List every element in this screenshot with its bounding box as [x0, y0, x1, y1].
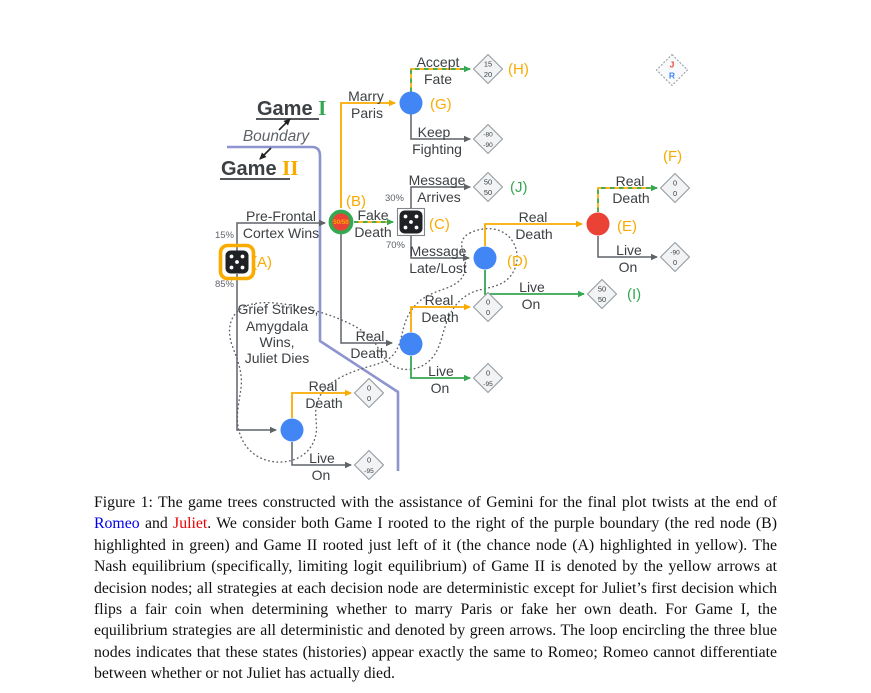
- edge-e-real-death-label-0: Real: [615, 173, 645, 189]
- decision-node-bottom-circle: [281, 419, 304, 442]
- decision-node-d-letter-label: (D): [507, 253, 528, 270]
- figure-caption: [94, 492, 777, 685]
- chance-node-a-pip-4: [241, 266, 245, 270]
- chance-node-c-pip-1: [415, 215, 419, 219]
- edge-a-to-bottom-label-3: Juliet Dies: [244, 350, 310, 366]
- edge-b-marry-paris-label-1: Paris: [351, 105, 383, 121]
- decision-node-g: [400, 92, 452, 115]
- edge-c-message-arrives-label-0: Message: [408, 172, 466, 188]
- legend-romeo-initial: R: [668, 70, 676, 81]
- edge-g-accept-fate-label-1: Fate: [423, 71, 453, 87]
- edge-b-to-mid: [341, 234, 392, 361]
- payoff-bottom-real-death-romeo-payoff: 0: [366, 394, 372, 404]
- chance-node-c-letter-label: (C): [429, 216, 450, 233]
- payoff-message-arrives-romeo-payoff: 50: [483, 188, 493, 198]
- decision-node-g-circle: [400, 92, 423, 115]
- caption-text-1: Figure 1: The game trees constructed with the assistance of Gemini for the final plot twists at the end of: [94, 494, 777, 511]
- edge-b-to-mid-line: [341, 234, 392, 343]
- edge-c-message-late-lost-probability: 70%: [385, 240, 405, 251]
- edge-g-keep-fighting: [411, 114, 470, 157]
- edge-g-accept-fate-label-0: Accept: [416, 54, 460, 70]
- edge-b-fake-death-label-1: Death: [354, 224, 392, 240]
- payoff-accept-fate-letter-label: (H): [508, 61, 529, 78]
- game1-title-text: Game I: [257, 96, 327, 120]
- payoff-message-arrives: [474, 173, 528, 202]
- decision-node-e: [587, 213, 638, 236]
- edge-a-to-b-label-1: Cortex Wins: [242, 225, 320, 241]
- game1-title: [256, 96, 326, 120]
- payoff-accept-fate: [474, 55, 529, 84]
- edge-bottom-real-death-label-0: Real: [308, 378, 338, 394]
- payoff-mid-real-death-romeo-payoff: 0: [485, 308, 491, 318]
- edge-c-message-late-lost-label-1: Late/Lost: [409, 260, 467, 276]
- caption-text-3: . We consider both Game I rooted to the right of the purple boundary (the red node (B) highlighted in green) and Game II rooted just left of it (the chance node (A) highlighted in yellow). The Nash equilibrium (specifically, limiting logit equilibrium) of Game II is denoted by the yellow arrows at decision nodes; all strategies at each decision node are deterministic except for Juliet’s first decision which flips a fair coin when determining whether to marry Paris or fake her own death. For Game I, the equilibrium strategies are all deterministic and denoted by green arrows. The loop encircling the three blue nodes indicates that these states (histories) appear exactly the same to Romeo; Romeo cannot differentiate between whether or not Juliet has actually died.: [94, 515, 777, 683]
- edge-mid-live-on-label-0: Live: [428, 363, 454, 379]
- edge-c-message-arrives: [385, 172, 470, 209]
- edge-b-fake-death: [354, 207, 393, 240]
- payoff-mid-real-death: [474, 293, 503, 322]
- edge-g-accept-fate: [411, 54, 470, 92]
- edge-mid-real-death-label-1: Death: [421, 309, 459, 325]
- payoff-message-arrives-letter-label: (J): [510, 179, 528, 196]
- payoff-mid-live-on: [474, 364, 503, 393]
- edge-bottom-live-on: [292, 442, 351, 483]
- legend-juliet-initial: J: [669, 59, 675, 70]
- caption-text-2: and: [139, 515, 174, 533]
- payoff-bottom-live-on: [355, 451, 384, 480]
- payoff-e-live-on-juliet-payoff: -90: [670, 249, 680, 257]
- edge-d-live-on-label-0: Live: [519, 279, 545, 295]
- edge-e-live-on-label-0: Live: [616, 242, 642, 258]
- edge-c-message-late-lost: [386, 235, 469, 276]
- payoff-d-live-on-juliet-payoff: 50: [597, 284, 607, 294]
- chance-node-a-pip-0: [230, 255, 234, 259]
- decision-node-b-letter-label: (B): [346, 193, 366, 210]
- payoff-order-legend: [657, 55, 688, 86]
- decision-node-b-chance-odds: 50/50: [333, 219, 349, 227]
- payoff-d-live-on: [588, 280, 642, 309]
- edge-c-message-late-lost-label-0: Message: [409, 243, 467, 259]
- decision-node-e-letter-label: (E): [617, 218, 637, 235]
- edge-b-marry-paris: [341, 88, 395, 208]
- chance-node-a-pip-1: [241, 255, 245, 259]
- chance-node-a-pip-3: [230, 266, 234, 270]
- edge-a-to-bottom-probability: 85%: [214, 279, 234, 290]
- payoff-bottom-live-on-romeo-payoff: -95: [364, 468, 374, 476]
- edge-bottom-live-on-label-0: Live: [309, 450, 335, 466]
- payoff-e-real-death-juliet-payoff: 0: [672, 178, 678, 188]
- payoff-keep-fighting-juliet-payoff: -80: [483, 131, 493, 139]
- edge-g-keep-fighting-label-1: Fighting: [412, 141, 462, 157]
- chance-node-c-pip-3: [404, 226, 408, 230]
- payoff-d-live-on-letter-label: (I): [627, 286, 642, 303]
- payoff-e-live-on: [661, 243, 690, 272]
- payoff-mid-real-death-juliet-payoff: 0: [485, 297, 491, 307]
- edge-e-real-death: [598, 173, 657, 212]
- decision-node-bottom: [281, 419, 304, 442]
- edge-b-marry-paris-label-0: Marry: [348, 88, 384, 104]
- payoff-mid-live-on-romeo-payoff: -95: [483, 381, 493, 389]
- edge-c-message-arrives-label-1: Arrives: [417, 189, 461, 205]
- boundary-label: Boundary: [242, 128, 310, 145]
- chance-node-c-pip-0: [404, 215, 408, 219]
- decision-node-g-letter-label: (G): [430, 96, 452, 113]
- edge-bottom-real-death-label-1: Death: [305, 395, 343, 411]
- chance-node-a-pip-2: [235, 260, 239, 264]
- edge-e-real-death-label-1: Death: [612, 190, 650, 206]
- edge-b-fake-death-label-0: Fake: [357, 207, 389, 223]
- edge-mid-real-death-label-0: Real: [424, 292, 454, 308]
- payoff-accept-fate-juliet-payoff: 15: [483, 59, 493, 69]
- payoff-e-real-death: [661, 148, 690, 203]
- decision-node-mid: [400, 333, 423, 356]
- edge-c-message-arrives-probability: 30%: [384, 193, 404, 204]
- edge-a-to-bottom-label-0: Grief Strikes,: [237, 301, 319, 317]
- edge-e-live-on: [598, 236, 657, 275]
- edge-b-to-mid-label-0: Real: [355, 328, 385, 344]
- payoff-e-real-death-letter-label: (F): [663, 148, 683, 165]
- payoff-bottom-real-death: [355, 379, 384, 408]
- edge-mid-real-death: [411, 292, 470, 332]
- edge-a-to-b-probability: 15%: [214, 230, 234, 241]
- edge-b-to-mid-label-1: Death: [350, 345, 388, 361]
- payoff-keep-fighting: [474, 125, 503, 154]
- payoff-accept-fate-romeo-payoff: 20: [483, 70, 493, 80]
- decision-node-d-circle: [474, 247, 497, 270]
- decision-node-e-circle: [587, 213, 610, 236]
- chance-node-a: [221, 246, 273, 279]
- edge-bottom-live-on-label-1: On: [311, 467, 331, 483]
- edge-d-live-on-label-1: On: [521, 296, 541, 312]
- edge-mid-live-on-label-1: On: [430, 380, 450, 396]
- edge-g-keep-fighting-label-0: Keep: [417, 124, 451, 140]
- edge-a-to-bottom-label-1: Amygdala: [245, 318, 309, 334]
- payoff-bottom-real-death-juliet-payoff: 0: [366, 383, 372, 393]
- chance-node-a-letter-label: (A): [252, 254, 272, 271]
- payoff-bottom-live-on-juliet-payoff: 0: [366, 455, 372, 465]
- chance-node-c-pip-2: [409, 220, 413, 224]
- edge-d-real-death-label-1: Death: [515, 226, 553, 242]
- game2-title: [220, 156, 299, 180]
- payoff-e-real-death-romeo-payoff: 0: [672, 189, 678, 199]
- payoff-mid-live-on-juliet-payoff: 0: [485, 368, 491, 378]
- chance-node-c-pip-4: [415, 226, 419, 230]
- payoff-keep-fighting-romeo-payoff: -90: [483, 142, 493, 150]
- edge-a-to-b-label-0: Pre-Frontal: [245, 208, 317, 224]
- decision-node-d: [474, 247, 528, 271]
- edge-bottom-real-death: [292, 378, 351, 418]
- payoff-e-live-on-romeo-payoff: 0: [672, 258, 678, 268]
- caption-romeo: Romeo: [94, 515, 140, 533]
- edge-d-real-death-label-0: Real: [518, 209, 548, 225]
- edge-e-live-on-label-1: On: [618, 259, 638, 275]
- payoff-d-live-on-romeo-payoff: 50: [597, 295, 607, 305]
- caption-juliet: Juliet: [173, 515, 208, 533]
- game2-title-text: Game II: [221, 156, 299, 180]
- decision-node-mid-circle: [400, 333, 423, 356]
- edge-a-to-bottom: [215, 274, 318, 430]
- edge-d-real-death: [485, 209, 582, 246]
- payoff-message-arrives-juliet-payoff: 50: [483, 177, 493, 187]
- edge-a-to-bottom-label-2: Wins,: [259, 334, 295, 350]
- edge-mid-live-on: [411, 356, 470, 396]
- chance-node-c: [398, 209, 450, 236]
